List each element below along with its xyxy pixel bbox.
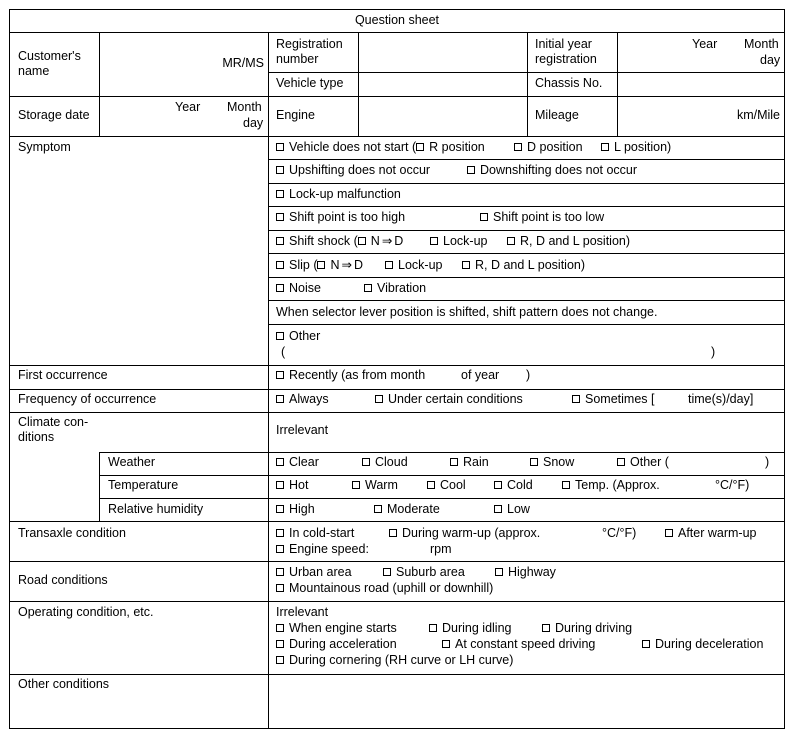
column-rule: [358, 32, 359, 136]
symptom-row-1: Vehicle does not start ( R position: [276, 140, 485, 155]
column-rule: [268, 32, 269, 729]
checkbox-icon[interactable]: [389, 529, 397, 537]
transaxle-rpm: rpm: [430, 542, 452, 556]
symptom-d-position: D position: [514, 140, 583, 155]
checkbox-icon[interactable]: [514, 143, 522, 151]
rule: [268, 300, 785, 301]
symptom-slip: Slip ( N ⇒ D: [276, 258, 363, 273]
checkbox-icon[interactable]: [617, 458, 625, 466]
engine-label: Engine: [276, 108, 315, 122]
symptom-shift-high: Shift point is too high: [276, 210, 405, 225]
checkbox-icon[interactable]: [276, 261, 284, 269]
road-mountainous: Mountainous road (uphill or downhill): [276, 581, 493, 596]
checkbox-icon[interactable]: [572, 395, 580, 403]
symptom-shift-shock: Shift shock ( N ⇒ D: [276, 234, 403, 249]
checkbox-icon[interactable]: [276, 640, 284, 648]
right-double-arrow-icon: ⇒: [381, 234, 393, 248]
checkbox-icon[interactable]: [276, 213, 284, 221]
question-sheet: [9, 9, 785, 729]
rule: [9, 412, 785, 413]
frequency-label: Frequency of occurrence: [18, 392, 157, 406]
rule: [9, 136, 785, 137]
symptom-slip-rdl: R, D and L position): [462, 258, 585, 273]
symptom-upshifting: Upshifting does not occur: [276, 163, 430, 178]
customer-name-label: Customer's name: [18, 49, 81, 78]
symptom-downshifting: Downshifting does not occur: [467, 163, 637, 178]
rule: [99, 498, 785, 499]
border-top: [9, 9, 785, 10]
symptom-slip-lockup: Lock-up: [385, 258, 442, 273]
rule: [268, 277, 785, 278]
checkbox-icon[interactable]: [276, 237, 284, 245]
storage-month: Month: [227, 100, 262, 114]
customer-suffix: MR/MS: [222, 56, 264, 70]
operating-driving: During driving: [542, 621, 632, 636]
checkbox-icon[interactable]: [276, 568, 284, 576]
humidity-moderate: Moderate: [374, 502, 440, 517]
initial-year-day: day: [760, 53, 781, 67]
checkbox-icon[interactable]: [601, 143, 609, 151]
symptom-other-open: (: [281, 345, 286, 359]
checkbox-icon[interactable]: [430, 237, 438, 245]
checkbox-icon[interactable]: [362, 458, 370, 466]
rule: [268, 324, 785, 325]
checkbox-icon[interactable]: [374, 505, 382, 513]
checkbox-icon[interactable]: [467, 166, 475, 174]
checkbox-icon[interactable]: [494, 481, 502, 489]
checkbox-icon[interactable]: [364, 284, 372, 292]
temperature-unit: °C/°F): [715, 478, 750, 492]
initial-year-label: Initial year registration: [535, 37, 597, 66]
checkbox-icon[interactable]: [317, 261, 325, 269]
right-double-arrow-icon: ⇒: [341, 258, 352, 272]
frequency-times: time(s)/day]: [688, 392, 754, 406]
symptom-lockup: Lock-up malfunction: [276, 187, 401, 202]
border-right: [784, 9, 785, 729]
rule: [9, 389, 785, 390]
operating-cornering: During cornering (RH curve or LH curve): [276, 653, 513, 668]
first-occurrence-close: ): [526, 368, 531, 382]
temperature-hot: Hot: [276, 478, 308, 493]
frequency-certain: Under certain conditions: [375, 392, 523, 407]
transaxle-engine-speed: Engine speed:: [276, 542, 369, 557]
road-label: Road conditions: [18, 573, 108, 587]
checkbox-icon[interactable]: [462, 261, 470, 269]
rule: [268, 253, 785, 254]
checkbox-icon[interactable]: [480, 213, 488, 221]
temperature-approx: Temp. (Approx.: [562, 478, 660, 493]
sheet-title: Question sheet: [354, 13, 440, 27]
symptom-shift-low: Shift point is too low: [480, 210, 604, 225]
rule: [9, 521, 785, 522]
rule: [268, 230, 785, 231]
mileage-label: Mileage: [535, 108, 579, 122]
temperature-label: Temperature: [108, 478, 179, 492]
frequency-always: Always: [276, 392, 329, 407]
rule: [9, 96, 785, 97]
humidity-low: Low: [494, 502, 530, 517]
first-occurrence-recently: Recently (as from month: [276, 368, 425, 383]
checkbox-icon[interactable]: [276, 190, 284, 198]
symptom-shift-pattern: When selector lever position is shifted, shift pattern does not change.: [276, 305, 658, 319]
climate-label: Climate con- ditions: [18, 415, 89, 444]
symptom-noise: Noise: [276, 281, 321, 296]
checkbox-icon[interactable]: [494, 505, 502, 513]
transaxle-after-warm-up: After warm-up: [665, 526, 757, 541]
checkbox-icon[interactable]: [429, 624, 437, 632]
weather-other-close: ): [765, 455, 770, 469]
weather-snow: Snow: [530, 455, 574, 470]
operating-deceleration: During deceleration: [642, 637, 763, 652]
symptom-shock-rdl: R, D and L position): [507, 234, 630, 249]
checkbox-icon[interactable]: [276, 284, 284, 292]
symptom-vibration: Vibration: [364, 281, 426, 296]
checkbox-icon[interactable]: [542, 624, 550, 632]
symptom-l-position: L position): [601, 140, 671, 155]
checkbox-icon[interactable]: [665, 529, 673, 537]
transaxle-cold-start: In cold-start: [276, 526, 354, 541]
rule: [9, 561, 785, 562]
operating-constant-speed: At constant speed driving: [442, 637, 595, 652]
weather-other: Other (: [617, 455, 669, 470]
first-occurrence-year: of year: [461, 368, 500, 382]
column-rule: [99, 32, 100, 136]
temperature-cool: Cool: [427, 478, 466, 493]
checkbox-icon[interactable]: [358, 237, 366, 245]
symptom-other-close: ): [711, 345, 716, 359]
checkbox-icon[interactable]: [375, 395, 383, 403]
column-rule: [527, 32, 528, 136]
checkbox-icon[interactable]: [562, 481, 570, 489]
storage-day: day: [243, 116, 264, 130]
rule: [9, 365, 785, 366]
checkbox-icon[interactable]: [276, 458, 284, 466]
checkbox-icon[interactable]: [276, 505, 284, 513]
operating-label: Operating condition, etc.: [18, 605, 154, 619]
checkbox-icon[interactable]: [352, 481, 360, 489]
climate-irrelevant: Irrelevant: [276, 423, 329, 437]
checkbox-icon[interactable]: [385, 261, 393, 269]
checkbox-icon[interactable]: [416, 143, 424, 151]
checkbox-icon[interactable]: [427, 481, 435, 489]
registration-number-label: Registration number: [276, 37, 343, 66]
border-left: [9, 9, 10, 729]
border-bottom: [9, 728, 785, 729]
initial-year-year: Year: [692, 37, 718, 51]
road-suburb: Suburb area: [383, 565, 465, 580]
weather-clear: Clear: [276, 455, 319, 470]
checkbox-icon[interactable]: [276, 545, 284, 553]
symptom-other: Other: [276, 329, 320, 344]
initial-year-month: Month: [744, 37, 779, 51]
temperature-warm: Warm: [352, 478, 398, 493]
rule: [268, 206, 785, 207]
checkbox-icon[interactable]: [276, 481, 284, 489]
checkbox-icon[interactable]: [495, 568, 503, 576]
checkbox-icon[interactable]: [383, 568, 391, 576]
humidity-high: High: [276, 502, 315, 517]
rule: [268, 183, 785, 184]
operating-acceleration: During acceleration: [276, 637, 397, 652]
operating-engine-starts: When engine starts: [276, 621, 397, 636]
checkbox-icon[interactable]: [276, 395, 284, 403]
weather-rain: Rain: [450, 455, 489, 470]
rule: [9, 32, 785, 33]
vehicle-type-label: Vehicle type: [276, 76, 344, 90]
checkbox-icon[interactable]: [642, 640, 650, 648]
symptom-label: Symptom: [18, 140, 71, 154]
storage-date-label: Storage date: [18, 108, 90, 122]
humidity-label: Relative humidity: [108, 502, 204, 516]
checkbox-icon[interactable]: [276, 624, 284, 632]
checkbox-icon[interactable]: [507, 237, 515, 245]
checkbox-icon[interactable]: [450, 458, 458, 466]
storage-year: Year: [175, 100, 201, 114]
temperature-cold: Cold: [494, 478, 533, 493]
checkbox-icon[interactable]: [276, 584, 284, 592]
rule: [268, 159, 785, 160]
mileage-unit: km/Mile: [736, 108, 780, 122]
transaxle-warm-up-unit: °C/°F): [602, 526, 637, 540]
rule: [9, 674, 785, 675]
frequency-sometimes: Sometimes [: [572, 392, 654, 407]
chassis-label: Chassis No.: [535, 76, 603, 90]
other-conditions-label: Other conditions: [18, 677, 110, 691]
road-highway: Highway: [495, 565, 556, 580]
checkbox-icon[interactable]: [276, 332, 284, 340]
first-occurrence-label: First occurrence: [18, 368, 108, 382]
rule: [99, 452, 785, 453]
rule: [9, 601, 785, 602]
column-rule: [99, 452, 100, 521]
rule: [99, 475, 785, 476]
checkbox-icon[interactable]: [442, 640, 450, 648]
checkbox-icon[interactable]: [530, 458, 538, 466]
checkbox-icon[interactable]: [276, 371, 284, 379]
transaxle-label: Transaxle condition: [18, 526, 126, 540]
operating-irrelevant: Irrelevant: [276, 605, 329, 619]
checkbox-icon[interactable]: [276, 166, 284, 174]
checkbox-icon[interactable]: [276, 143, 284, 151]
symptom-shock-lockup: Lock-up: [430, 234, 487, 249]
operating-idling: During idling: [429, 621, 511, 636]
checkbox-icon[interactable]: [276, 529, 284, 537]
transaxle-warm-up: During warm-up (approx.: [389, 526, 540, 541]
road-urban: Urban area: [276, 565, 352, 580]
weather-cloud: Cloud: [362, 455, 408, 470]
weather-label: Weather: [108, 455, 156, 469]
checkbox-icon[interactable]: [276, 656, 284, 664]
